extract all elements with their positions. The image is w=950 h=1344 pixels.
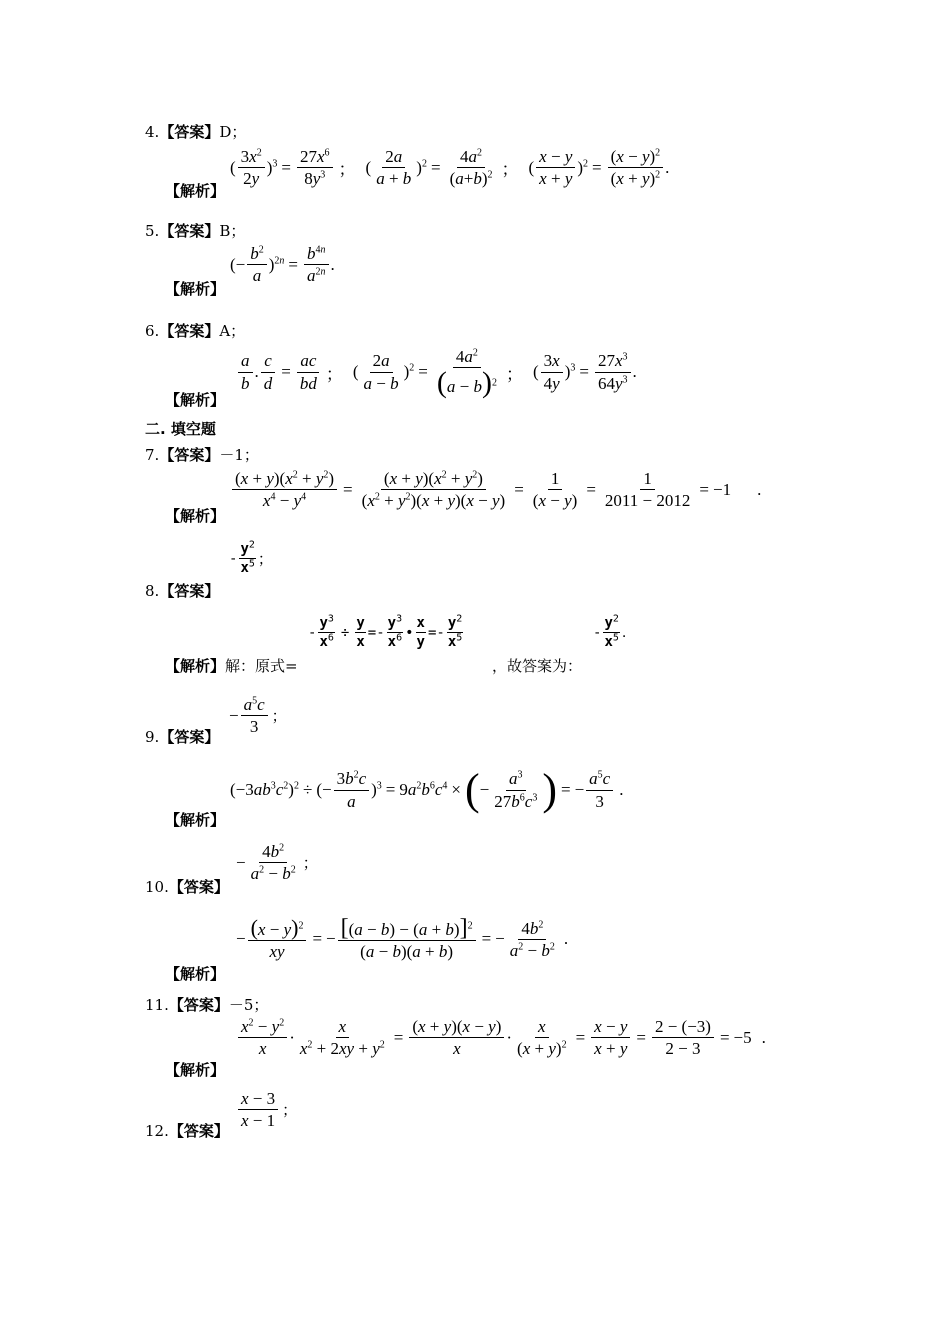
year-a: 2011 xyxy=(604,491,639,511)
item-8-analysis-line xyxy=(165,655,298,676)
item-5-formula: (− $\frac{b^2}{a}$ )$^{2n}$ = $\frac{b^{4n}}{a^{2n}}$ . xyxy=(230,244,335,286)
item-number: 11. xyxy=(145,996,169,1014)
analysis-prefix: 解：原式= xyxy=(225,657,298,675)
numeral: 1 xyxy=(548,468,563,490)
item-9-analysis-label: 【解析】 xyxy=(165,811,226,829)
item-7-formula: $\frac{(x + y)(x^2 + y^2)}{x^4 - y^4}$ = $\frac{(x + y)(x^2 + y^2)}{(x^2 + y^2)(x + y)(x - y)}$ = $\frac{1}{(x - y)}$ = $\frac{1}{2011 - 2012}$ = −1 . xyxy=(230,468,761,512)
answer-label: 【答案】 xyxy=(168,1122,229,1140)
item-10-formula: − $\frac{(x - y)^2}{xy}$ = − $\frac{[(a - b) - (a + b)]^2}{(a - b)(a + b)}$ = − $\frac{4b^2}{a^2 - b^2}$ . xyxy=(236,914,569,962)
item-9-formula: $(-3ab^3c^2)^2$ ÷ (− $\frac{3b^2c}{a}$ )$^3$ = $9a^2b^6c^4$ × ( − $\frac{a^3}{27b^6c^3}$ ) = − $\frac{a^5c}{3}$ . xyxy=(230,765,624,814)
answer-suffix: ； xyxy=(257,550,273,569)
answer-suffix: ； xyxy=(282,1101,298,1120)
item-4-formula: ( $\frac{3x^2}{2y}$ )$^3$ = $\frac{27x^6}{8y^3}$ ； ( $\frac{2a}{a + b}$ )$^2$ = $\frac{4a^2}{(a+b)^2}$ ； ( $\frac{x - y}{x + y}$ )$^2$ = $\frac{(x - y)^2}{(x + y)^2}$ . xyxy=(230,147,670,189)
answer-label: 【答案】 xyxy=(168,878,229,896)
item-12-answer-formula: $\frac{x - 3}{x - 1}$ ； xyxy=(236,1088,297,1132)
item-8-analysis-formula: - $\frac{y^3}{x^6}$ ÷ $\frac{y}{x}$ =- $\frac{y^3}{x^6}$ • $\frac{x}{y}$ =- $\frac{y^2}{x^5}$ xyxy=(308,613,463,651)
answer-label: 【答案】 xyxy=(159,123,220,141)
answer-value: －1； xyxy=(219,446,259,464)
answer-label: 【答案】 xyxy=(159,222,220,240)
item-8-answer-formula: - $\frac{y^2}{x^5}$ ； xyxy=(229,539,273,577)
item-number: 9. xyxy=(145,728,160,746)
answer-label: 【答案】 xyxy=(159,446,220,464)
item-8-analysis-mid: ，故答案为： xyxy=(492,657,583,675)
answer-value: －5； xyxy=(228,996,269,1014)
answer-label: 【答案】 xyxy=(168,996,229,1014)
answer-suffix: ； xyxy=(302,854,318,873)
item-number: 12. xyxy=(145,1122,169,1140)
item-12-answer-line xyxy=(145,1120,229,1141)
item-11-analysis-label: 【解析】 xyxy=(165,1061,226,1079)
item-number: 8. xyxy=(145,582,160,600)
item-number: 5. xyxy=(145,222,160,240)
analysis-label: 【解析】 xyxy=(165,657,226,675)
item-8-answer-line xyxy=(145,580,219,601)
item-5-answer-line xyxy=(145,220,245,241)
item-7-answer-line xyxy=(145,444,259,465)
item-number: 6. xyxy=(145,322,160,340)
item-6-analysis-label: 【解析】 xyxy=(165,391,226,409)
item-number: 4. xyxy=(145,123,160,141)
item-5-analysis-label: 【解析】 xyxy=(165,280,226,298)
item-11-formula: $\frac{x^2 - y^2}{x}$ · $\frac{x}{x^2 + 2xy + y^2}$ = $\frac{(x + y)(x - y)}{x}$ · $\frac{x}{(x + y)^2}$ = $\frac{x - y}{x + y}$ = $\frac{2 - (-3)}{2 - 3}$ = −5 . xyxy=(236,1016,766,1060)
numeral: 1 xyxy=(640,468,655,490)
item-4-analysis-label: 【解析】 xyxy=(165,182,226,200)
item-4-answer-line xyxy=(145,121,246,142)
item-7-analysis-label: 【解析】 xyxy=(165,507,226,525)
numeral: 3 xyxy=(249,717,259,737)
item-9-answer-line xyxy=(145,726,219,747)
answer-label: 【答案】 xyxy=(159,582,220,600)
item-6-formula: $\frac{a}{b}$ . $\frac{c}{d}$ = $\frac{ac}{bd}$ ； ( $\frac{2a}{a - b}$ )$^2$ = $\frac{4a^2}{(a - b)^2}$ ； ( $\frac{3x}{4y}$ )$^3$ = $\frac{27x^3}{64y^3}$ . xyxy=(236,346,637,398)
answer-value: A； xyxy=(219,322,246,340)
item-10-analysis-label: 【解析】 xyxy=(165,965,226,983)
item-10-answer-line xyxy=(145,876,229,897)
item-number: 7. xyxy=(145,446,160,464)
item-6-answer-line xyxy=(145,320,245,341)
item-number: 10. xyxy=(145,878,169,896)
answer-value: B； xyxy=(219,222,246,240)
item-8-analysis-result: - $\frac{y^2}{x^5}$ . xyxy=(593,613,627,651)
year-b: 2012 xyxy=(656,491,691,511)
answer-suffix: ； xyxy=(271,707,287,726)
section-title: 二. 填空题 xyxy=(145,420,216,438)
item-11-answer-line xyxy=(145,994,268,1015)
item-9-answer-formula: − $\frac{a^5c}{3}$ ； xyxy=(229,695,287,737)
answer-label: 【答案】 xyxy=(159,322,220,340)
answer-value: D； xyxy=(219,123,247,141)
item-10-answer-formula: − $\frac{4b^2}{a^2 - b^2}$ ； xyxy=(236,842,318,884)
answer-label: 【答案】 xyxy=(159,728,220,746)
